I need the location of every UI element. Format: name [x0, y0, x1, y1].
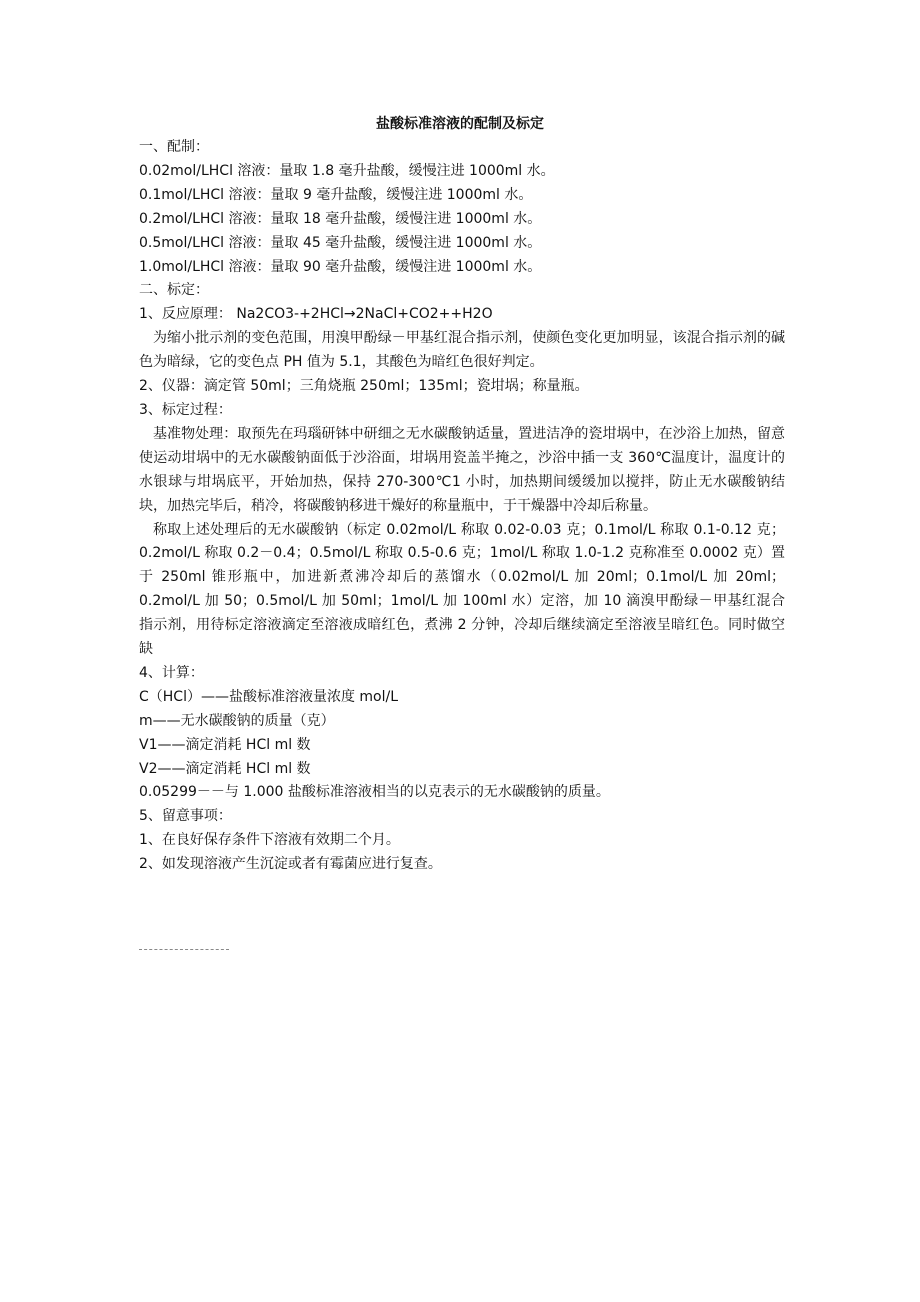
- note-item: 2、如发现溶液产生沉淀或者有霉菌应进行复查。: [139, 856, 442, 873]
- instruments-line: 2、仪器：滴定管 50ml；三角烧瓶 250ml；135ml；瓷坩埚；称量瓶。: [139, 378, 589, 395]
- process-paragraph: 称取上述处理后的无水碳酸钠（标定 0.02mol/L 称取 0.02-0.03 克；0.1mol/L 称取 0.1-0.12 克；0.2mol/L 称取 0.2－0.4；0.5mol/L 称取 0.5-0.6 克；1mol/L 称取 1.0-1.2 克称准至 0.0002 克）置于 250ml 锥形瓶中，加进新煮沸冷却后的蒸馏水（0.02mol/L 加 20ml；0.1mol/L 加 20ml；0.2mol/L 加 50；0.5mol/L 加 50ml；1mol/L 加 100ml 水）定溶，加 10 滴溴甲酚绿－甲基红混合指示剂，用待标定溶液滴定至溶液成暗红色，煮沸 2 分钟，冷却后继续滴定至溶液呈暗红色。同时做空缺: [139, 521, 785, 658]
- prep-line: 0.2mol/LHCl 溶液：量取 18 毫升盐酸，缓慢注进 1000ml 水。: [139, 210, 542, 227]
- calc-line: 0.05299－－与 1.000 盐酸标准溶液相当的以克表示的无水碳酸钠的质量。: [139, 784, 610, 801]
- calc-line: C（HCl）——盐酸标准溶液量浓度 mol/L: [139, 688, 399, 705]
- process-heading: 3、标定过程：: [139, 401, 232, 418]
- prep-line: 0.5mol/LHCl 溶液：量取 45 毫升盐酸，缓慢注进 1000ml 水。: [139, 234, 542, 251]
- prep-line: 0.1mol/LHCl 溶液：量取 9 毫升盐酸，缓慢注进 1000ml 水。: [139, 186, 533, 203]
- calc-heading: 4、计算：: [139, 664, 204, 681]
- reaction-principle: 1、反应原理： Na2CO3-+2HCl→2NaCl+CO2++H2O: [139, 306, 493, 323]
- section-heading-standardization: 二、标定：: [139, 282, 209, 299]
- notes-heading: 5、留意事项：: [139, 808, 232, 825]
- process-paragraph: 基准物处理：取预先在玛瑙研钵中研细之无水碳酸钠适量，置进洁净的瓷坩埚中，在沙浴上加热，留意使运动坩埚中的无水碳酸钠面低于沙浴面，坩埚用瓷盖半掩之，沙浴中插一支 360℃温度计，温度计的水银球与坩埚底平，开始加热，保持 270-300℃1 小时，加热期间缓缓加以搅拌，防止无水碳酸钠结块，加热完毕后，稍冷，将碳酸钠移进干燥好的称量瓶中，于干燥器中冷却后称量。: [139, 425, 785, 514]
- document-title: 盐酸标准溶液的配制及标定: [376, 116, 544, 132]
- document-body: [139, 136, 785, 877]
- principle-paragraph: 为缩小批示剂的变色范围，用溴甲酚绿－甲基红混合指示剂，使颜色变化更加明显，该混合指示剂的碱色为暗绿，它的变色点 PH 值为 5.1，其酸色为暗红色很好判定。: [139, 330, 785, 371]
- footer-divider: [139, 949, 229, 950]
- prep-line: 0.02mol/LHCl 溶液：量取 1.8 毫升盐酸，缓慢注进 1000ml 水。: [139, 162, 555, 179]
- calc-line: m——无水碳酸钠的质量（克）: [139, 712, 335, 729]
- calc-line: V2——滴定消耗 HCl ml 数: [139, 760, 311, 777]
- section-heading-preparation: 一、配制：: [139, 139, 209, 155]
- calc-line: V1——滴定消耗 HCl ml 数: [139, 736, 311, 753]
- note-item: 1、在良好保存条件下溶液有效期二个月。: [139, 832, 400, 849]
- prep-line: 1.0mol/LHCl 溶液：量取 90 毫升盐酸，缓慢注进 1000ml 水。: [139, 258, 542, 275]
